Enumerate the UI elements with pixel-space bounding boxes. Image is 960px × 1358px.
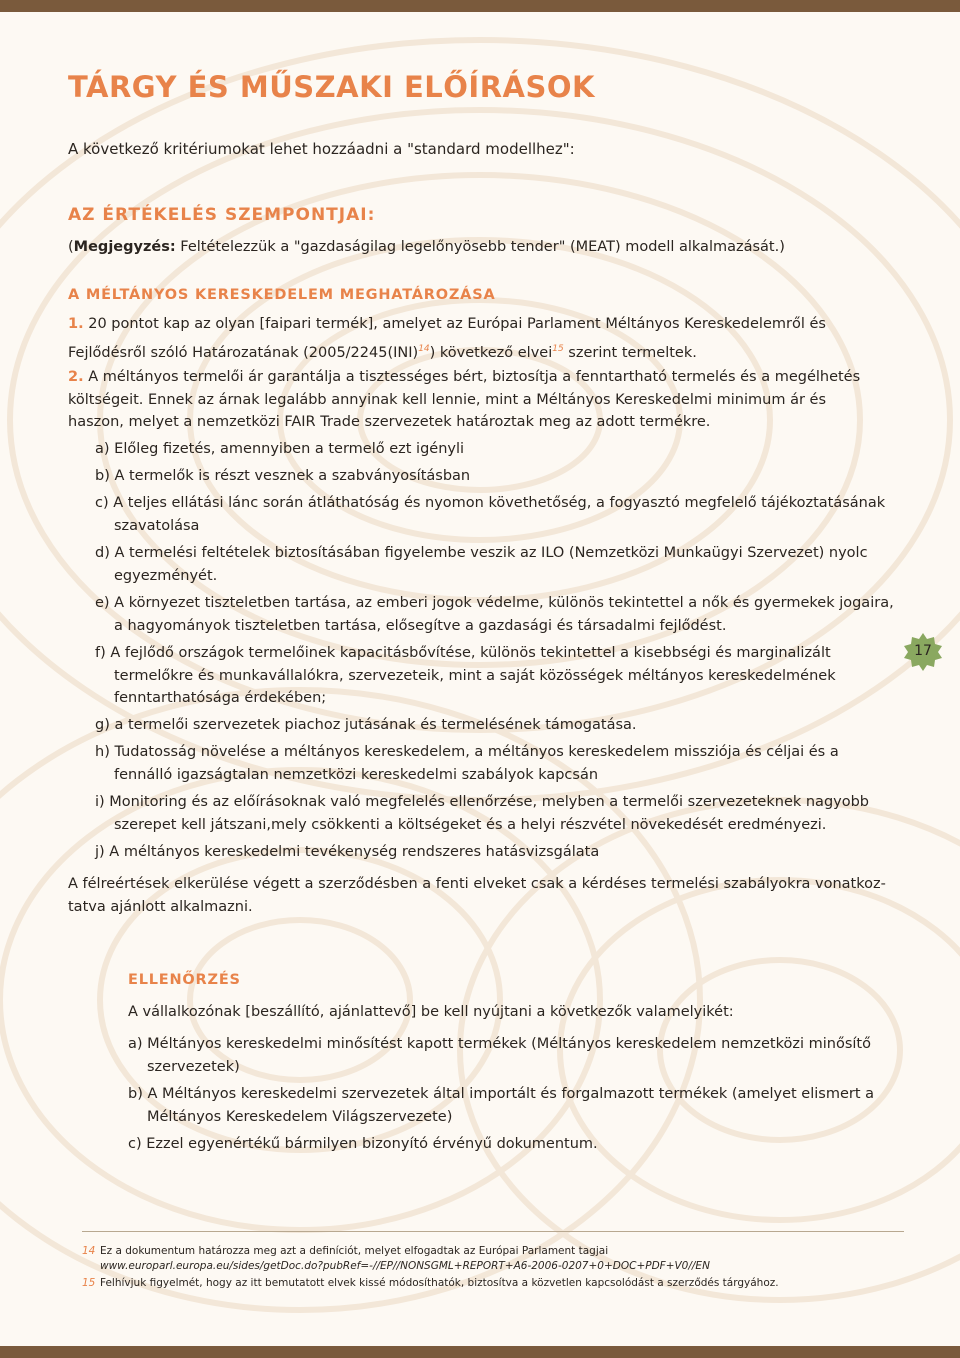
criteria-item-h-line2: fennálló igazságtalan nemzetközi kereskedelmi szabályok kapcsán (114, 766, 599, 783)
criteria-item-b-text: b) A termelők is részt vesznek a szabványosításban (95, 468, 471, 484)
criteria-item-g (95, 714, 637, 737)
footnote-ref-15[interactable]: 15 (552, 343, 564, 354)
top-bar (0, 0, 960, 12)
point-2-line3: haszon, melyet a nemzetközi FAIR Trade szervezetek határoztak meg az adott termékre. (68, 414, 711, 430)
criteria-item-c-line1: c) A teljes ellátási lánc során átláthatóság és nyomon követhetőség, a fogyasztó megfelelő tájékoztatásának (95, 495, 886, 511)
closing-line1: A félreértések elkerülése végett a szerződésben a fenti elveket csak a kérdéses termelési szabályokra vonatkoz- (68, 876, 886, 892)
criteria-item-c (95, 492, 885, 537)
point-1-number: 1. (68, 316, 84, 332)
point-1-line2a: Fejlődésről szóló Határozatának (2005/2245(INI) (68, 344, 419, 361)
criteria-item-h (95, 741, 839, 786)
footnote-14-text: Ez a dokumentum határozza meg azt a definíciót, melyet elfogadtak az Európai Parlament tagjai (100, 1245, 609, 1257)
criteria-item-a-text: a) Előleg fizetés, amennyiben a termelő ezt igényli (95, 441, 465, 457)
footnote-14-number: 14 (82, 1245, 96, 1257)
point-1-line2b: ) következő elvei (429, 344, 553, 361)
point-2-line1: A méltányos termelői ár garantálja a tisztességes bért, biztosítja a fenntartható termelés és a megélhetés (88, 369, 861, 385)
footnote-ref-14[interactable]: 14 (418, 343, 430, 354)
criteria-item-f-line3: fenntarthatósága érdekében; (114, 690, 327, 706)
note-text: Feltételezzük a "gazdaságilag legelőnyösebb tender" (MEAT) modell alkalmazását.) (175, 239, 785, 255)
check-intro: A vállalkozónak [beszállító, ajánlattevő] be kell nyújtani a következők valamelyikét: (128, 1004, 734, 1020)
check-item-a-line2: szervezetek) (147, 1058, 240, 1075)
footnote-15-text: Felhívjuk figyelmét, hogy az itt bemutatott elvek kissé módosíthatók, biztosítva a közvetlen kapcsolódást a szerződés tárgyához. (100, 1277, 779, 1289)
criteria-item-a (95, 438, 464, 461)
point-2 (68, 366, 860, 434)
footnote-14-url[interactable]: www.europarl.europa.eu/sides/getDoc.do?pubRef=-//EP//NONSGML+REPORT+A6-2006-0207+0+DOC+PDF+V0//EN (100, 1260, 710, 1272)
criteria-item-c-line2: szavatolása (114, 517, 200, 534)
page-number: 17 (914, 643, 932, 659)
page-number-badge (903, 632, 943, 672)
criteria-item-f (95, 642, 836, 710)
criteria-item-f-line1: f) A fejlődő országok termelőinek kapacitásbővítése, különös tekintettel a kisebbségi és marginalizált (95, 645, 831, 661)
point-2-number: 2. (68, 369, 84, 385)
closing-paragraph (68, 873, 886, 918)
bottom-bar (0, 1346, 960, 1358)
footnote-15-number: 15 (82, 1277, 96, 1289)
criteria-item-f-line2: termelőkre és munkavállalókra, szervezeteik, mint a saját közösségek méltányos kereskedelmének (114, 667, 836, 684)
point-1-line1: 20 pontot kap az olyan [faipari termék], amelyet az Európai Parlament Méltányos Kereskedelemről és (88, 316, 826, 332)
criteria-item-d-line1: d) A termelési feltételek biztosításában figyelembe veszik az ILO (Nemzetközi Munkaügyi Szervezet) nyolc (95, 545, 868, 561)
note-label: Megjegyzés: (73, 239, 176, 255)
footnote-15 (82, 1276, 779, 1291)
criteria-item-j (95, 841, 599, 864)
check-item-b-line1: b) A Méltányos kereskedelmi szervezetek által importált és forgalmazott termékek (amelyet elismert a (128, 1086, 875, 1102)
definition-heading: A MÉLTÁNYOS KERESKEDELEM MEGHATÁROZÁSA (68, 287, 496, 303)
intro-text: A következő kritériumokat lehet hozzáadni a "standard modellhez": (68, 140, 575, 158)
criteria-item-e-line1: e) A környezet tiszteletben tartása, az emberi jogok védelme, különös tekintettel a nők és gyermekek jogaira, (95, 595, 894, 611)
check-item-b-line2: Méltányos Kereskedelem Világszervezete) (147, 1108, 453, 1125)
criteria-item-e-line2: a hagyományok tiszteletben tartása, elősegítve a gazdasági és társadalmi fejlődést. (114, 617, 727, 634)
criteria-item-g-text: g) a termelői szervezetek piachoz jutásának és termelésének támogatása. (95, 717, 637, 733)
check-item-b (128, 1083, 874, 1128)
criteria-item-i (95, 791, 869, 836)
criteria-item-d-line2: egyezményét. (114, 567, 218, 584)
footnote-14 (82, 1244, 710, 1274)
page-title: TÁRGY ÉS MŰSZAKI ELŐÍRÁSOK (68, 70, 595, 104)
criteria-item-i-line2: szerepet kell játszani,mely csökkenti a költségeket és a helyi részvétel növekedését eredményezi. (114, 816, 827, 833)
check-item-a-line1: a) Méltányos kereskedelmi minősítést kapott termékek (Méltányos kereskedelem nemzetközi minősítő (128, 1036, 871, 1052)
criteria-item-h-line1: h) Tudatosság növelése a méltányos kereskedelem, a méltányos kereskedelem missziója és céljai és a (95, 744, 839, 760)
criteria-item-d (95, 542, 868, 587)
criteria-item-i-line1: i) Monitoring és az előírásoknak való megfelelés ellenőrzése, melyben a termelői szervezeteknek nagyobb (95, 794, 870, 810)
footnote-divider (82, 1231, 904, 1232)
point-2-line2: költségeit. Ennek az árnak legalább annyinak kell lennie, mint a Méltányos Kereskedelmi minimum ár és (68, 391, 827, 408)
closing-line2: tatva ajánlott alkalmazni. (68, 898, 253, 915)
check-item-a (128, 1033, 871, 1078)
point-1 (68, 313, 826, 364)
criteria-heading: AZ ÉRTÉKELÉS SZEMPONTJAI: (68, 205, 376, 225)
criteria-item-e (95, 592, 894, 637)
criteria-item-b (95, 465, 470, 488)
check-item-c-text: c) Ezzel egyenértékű bármilyen bizonyító érvényű dokumentum. (128, 1136, 598, 1152)
criteria-item-j-text: j) A méltányos kereskedelmi tevékenység rendszeres hatásvizsgálata (95, 844, 600, 860)
point-1-line2c: szerint termeltek. (563, 344, 697, 361)
note-paragraph: (Megjegyzés: Feltételezzük a "gazdaságilag legelőnyösebb tender" (MEAT) modell alkalmazását.) (68, 239, 785, 255)
check-item-c (128, 1133, 598, 1156)
check-heading: ELLENŐRZÉS (128, 972, 241, 988)
